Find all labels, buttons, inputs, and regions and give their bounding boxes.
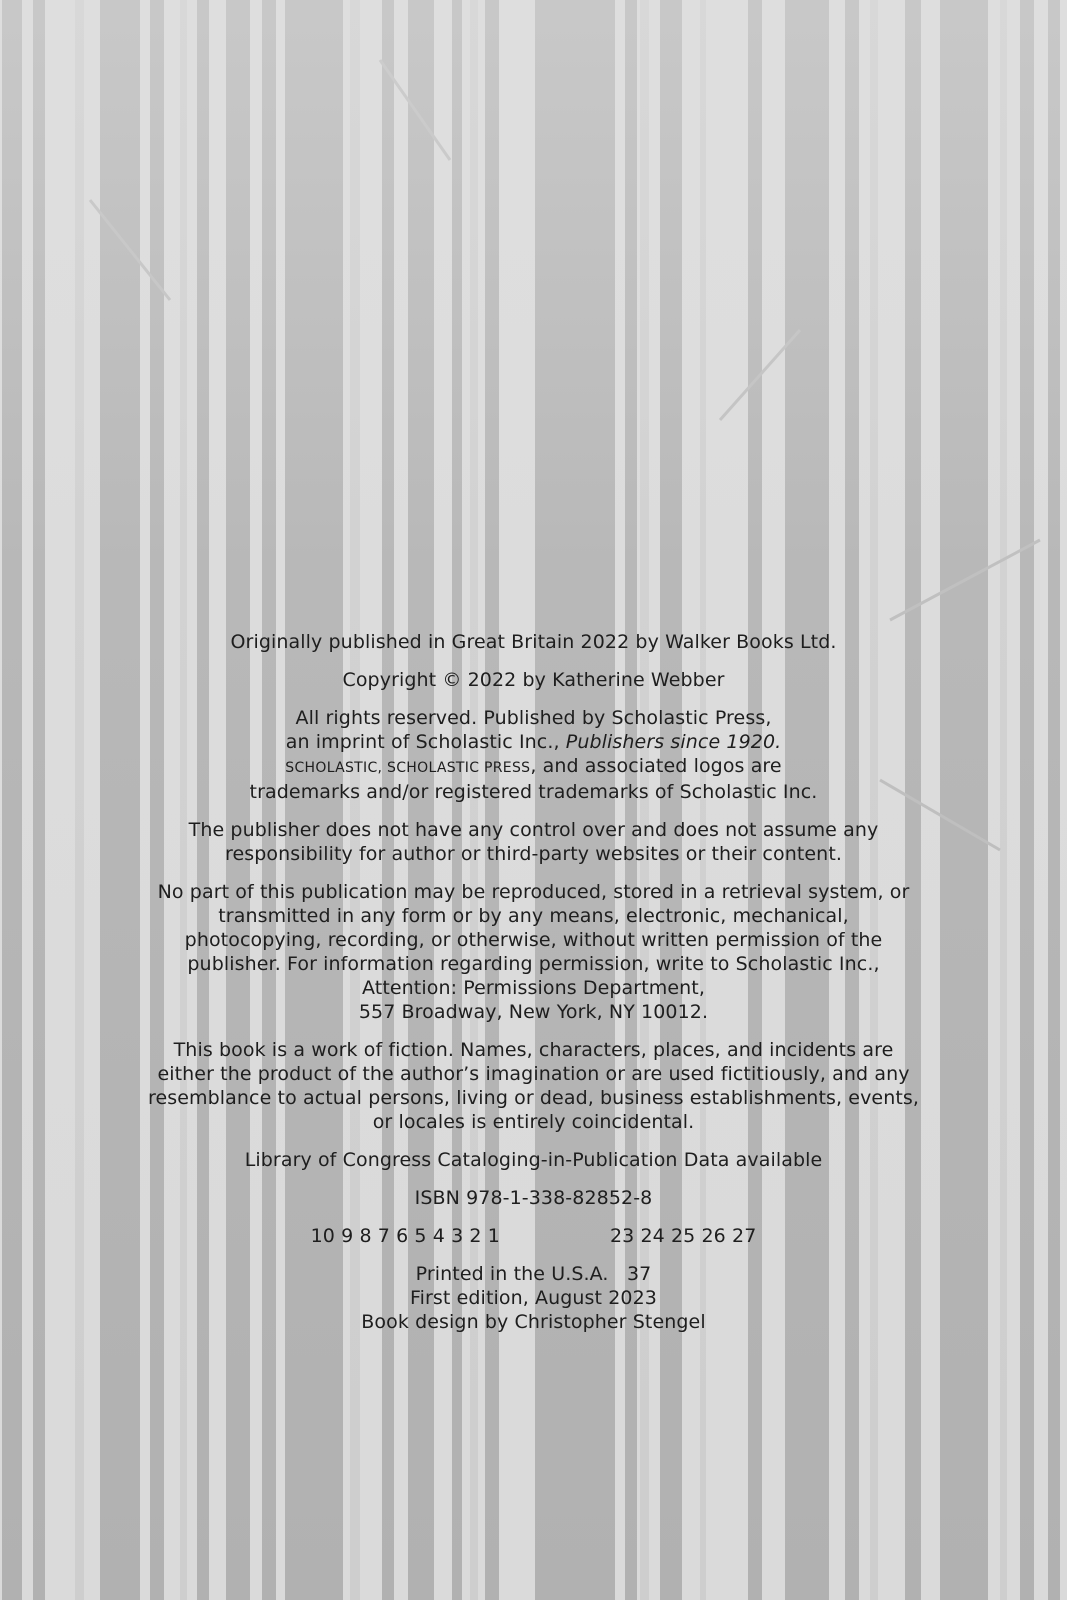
library-of-congress-line: Library of Congress Cataloging-in-Publication Data available — [244, 1149, 823, 1171]
design-credit-line: Book design by Christopher Stengel — [361, 1311, 706, 1333]
publisher-control-line-1: The publisher does not have any control over and does not assume any — [188, 819, 879, 841]
fiction-line-1: This book is a work of fiction. Names, characters, places, and incidents are — [173, 1039, 894, 1061]
reproduction-line-2: transmitted in any form or by any means, electronic, mechanical, — [218, 905, 849, 927]
copyright-text-block — [140, 630, 927, 1348]
fiction-line-3: resemblance to actual persons, living or dead, business establishments, events, — [147, 1087, 920, 1109]
copyright-notice: Copyright © 2022 by Katherine Webber — [342, 669, 725, 691]
reproduction-line-1: No part of this publication may be reproduced, stored in a retrieval system, or — [157, 881, 910, 903]
rights-line-3-text: , and associated logos are — [530, 755, 782, 777]
isbn-line: ISBN 978-1-338-82852-8 — [414, 1187, 653, 1209]
printing-details-paragraph — [140, 1262, 927, 1334]
rights-line-1: All rights reserved. Published by Scholastic Press, — [295, 707, 772, 729]
reproduction-line-6: 557 Broadway, New York, NY 10012. — [358, 1001, 709, 1023]
printing-line — [140, 1224, 927, 1248]
reproduction-line-3: photocopying, recording, or otherwise, without written permission of the — [184, 929, 883, 951]
rights-line-3 — [140, 754, 927, 780]
publisher-control-line-2: responsibility for author or third-party websites or their content. — [224, 843, 843, 865]
publisher-control-paragraph — [140, 818, 927, 866]
year-numbers: 23 24 25 26 27 — [609, 1225, 757, 1247]
reproduction-line-5: Attention: Permissions Department, — [362, 977, 705, 999]
original-publication-line: Originally published in Great Britain 2022 by Walker Books Ltd. — [230, 631, 837, 653]
rights-reserved-paragraph — [140, 706, 927, 804]
fiction-line-4: or locales is entirely coincidental. — [372, 1111, 695, 1133]
trademark-names: SCHOLASTIC, SCHOLASTIC PRESS — [285, 760, 531, 776]
publishers-since-text: Publishers since 1920. — [565, 731, 782, 753]
reproduction-paragraph — [140, 880, 927, 1024]
rights-line-2-text: an imprint of Scholastic Inc., — [285, 731, 566, 753]
fiction-disclaimer-paragraph — [140, 1038, 927, 1134]
edition-line: First edition, August 2023 — [409, 1287, 657, 1309]
printed-in-line: Printed in the U.S.A. 37 — [415, 1263, 652, 1285]
rights-line-4: trademarks and/or registered trademarks of Scholastic Inc. — [249, 781, 818, 803]
fiction-line-2: either the product of the author’s imagination or are used fictitiously, and any — [157, 1063, 910, 1085]
printing-numbers: 10 9 8 7 6 5 4 3 2 1 — [310, 1225, 500, 1247]
reproduction-line-4: publisher. For information regarding permission, write to Scholastic Inc., — [187, 953, 880, 975]
rights-line-2 — [140, 730, 927, 754]
